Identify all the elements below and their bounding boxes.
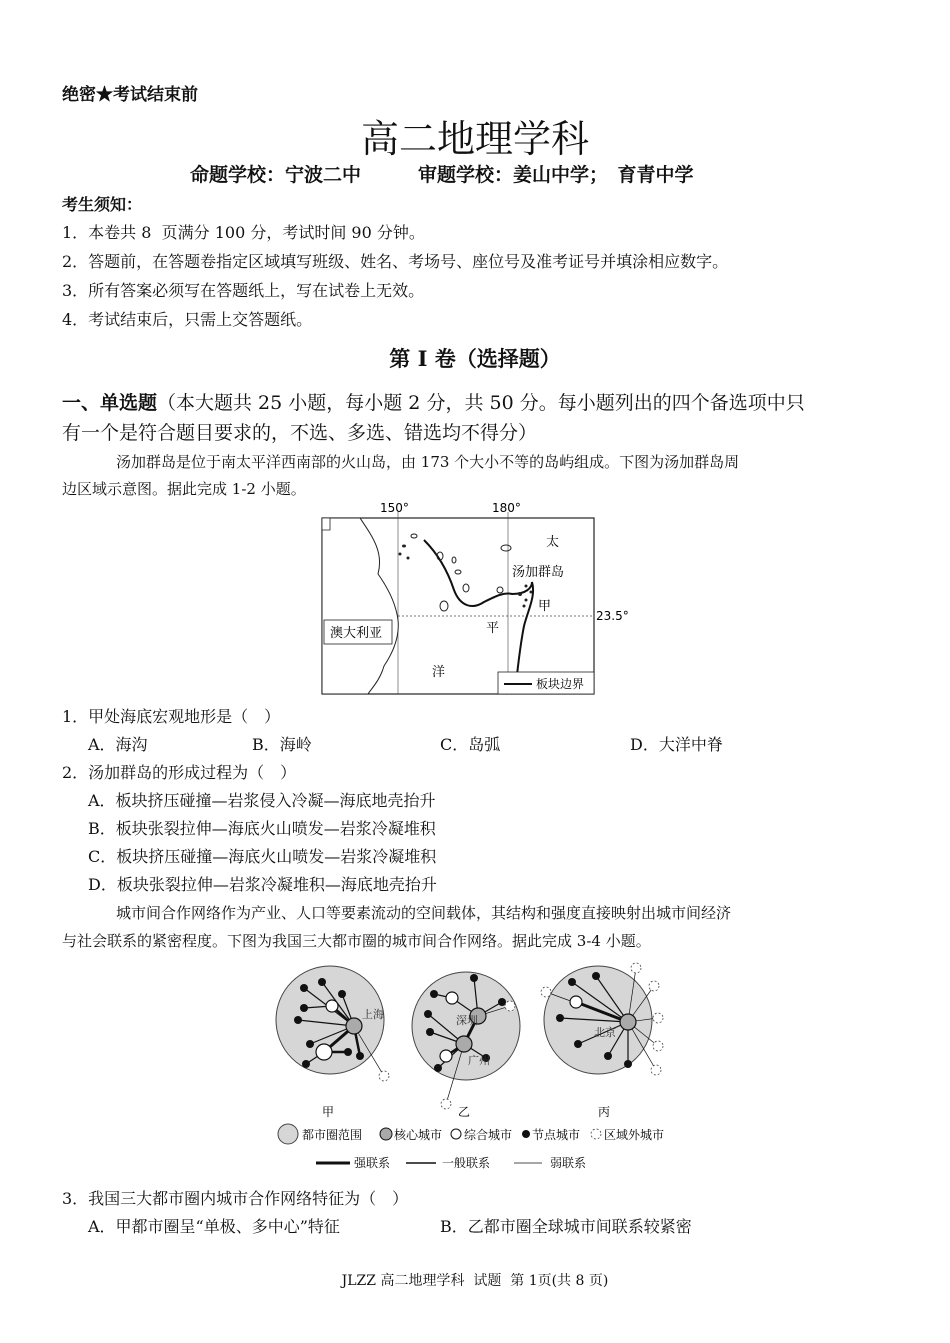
longitude-180-label: 180° — [492, 501, 521, 515]
tonga-islands-label: 汤加群岛 — [512, 565, 565, 580]
legend-node-swatch — [522, 1130, 530, 1138]
part-intro — [62, 388, 805, 415]
q3-option-a: A．甲都市圈呈“单极、多中心”特征 — [88, 1217, 340, 1236]
q2-option-d: D．板块张裂拉伸—岩浆冷凝堆积—海底地壳抬升 — [88, 875, 437, 894]
legend-outside-swatch — [591, 1129, 601, 1139]
island-icon — [525, 585, 528, 588]
metro-network-figure — [270, 958, 690, 1178]
ocean-label-ping: 平 — [486, 621, 500, 636]
city-label-beijing: 北京 — [594, 1026, 616, 1039]
ocean-label-yang: 洋 — [432, 665, 446, 680]
tonga-map-figure — [300, 496, 645, 698]
island-icon — [440, 601, 448, 611]
q1-option-b: B．海岭 — [252, 735, 312, 754]
notice-item: 2．答题前，在答题卷指定区域填写班级、姓名、考场号、座位号及准考证号并填涂相应数字。 — [62, 252, 729, 271]
question-2-stem: 2．汤加群岛的形成过程为（ ） — [62, 763, 297, 782]
island-icon — [402, 545, 406, 548]
island-icon — [518, 592, 522, 596]
q2-option-c: C．板块挤压碰撞—海底火山喷发—岩浆冷凝堆积 — [88, 847, 437, 866]
legend-metro-swatch — [278, 1124, 298, 1144]
island-icon — [452, 557, 456, 563]
new-guinea-shape — [322, 518, 330, 530]
legend-weak-label: 弱联系 — [550, 1156, 587, 1170]
school-info: 命题学校：宁波二中 审题学校：姜山中学； 育青中学 — [190, 164, 694, 186]
legend-comp-label: 综合城市 — [464, 1128, 513, 1142]
plate-boundary-line — [424, 540, 533, 684]
part-label: 一、单选题 — [62, 392, 158, 414]
city-label-guangzhou: 广州 — [468, 1054, 490, 1067]
passage-text: 边区域示意图。据此完成 1-2 小题。 — [62, 480, 306, 498]
island-icon — [497, 587, 503, 593]
subfigure-label-c: 丙 — [598, 1105, 611, 1119]
part-description-cont: 有一个是符合题目要求的，不选、多选、错选均不得分） — [62, 422, 538, 444]
section-title: 第 I 卷（选择题） — [389, 346, 561, 371]
plate-boundary-legend-label: 板块边界 — [536, 677, 585, 691]
longitude-150-label: 150° — [380, 501, 409, 515]
passage-text: 城市间合作网络作为产业、人口等要素流动的空间载体，其结构和强度直接映射出城市间经济 — [116, 904, 732, 922]
city-label-shanghai: 上海 — [362, 1008, 384, 1021]
tropic-label: 23.5° — [596, 609, 629, 623]
legend-core-swatch — [380, 1128, 392, 1140]
notice-item: 4．考试结束后，只需上交答题纸。 — [62, 310, 313, 329]
city-label-shenzhen: 深圳 — [456, 1014, 478, 1027]
page-title: 高二地理学科 — [360, 117, 589, 161]
q1-option-a: A．海沟 — [88, 735, 148, 754]
legend-strong-label: 强联系 — [354, 1156, 391, 1170]
legend-outside-label: 区域外城市 — [604, 1128, 665, 1142]
notice-item: 3．所有答案必须写在答题纸上，写在试卷上无效。 — [62, 281, 425, 300]
point-jia-label: 甲 — [538, 599, 552, 614]
question-1-stem: 1．甲处海底宏观地形是（ ） — [62, 707, 281, 726]
metro-circle-a — [276, 966, 389, 1081]
q2-option-a: A．板块挤压碰撞—岩浆侵入冷凝—海底地壳抬升 — [88, 791, 436, 810]
question-3-stem: 3．我国三大都市圈内城市合作网络特征为（ ） — [62, 1189, 409, 1208]
legend-comp-swatch — [451, 1129, 461, 1139]
q2-option-b: B．板块张裂拉伸—海底火山喷发—岩浆冷凝堆积 — [88, 819, 436, 838]
legend-general-label: 一般联系 — [442, 1156, 491, 1170]
subfigure-label-a: 甲 — [322, 1105, 335, 1119]
island-icon — [501, 545, 511, 551]
island-icon — [407, 557, 410, 560]
q3-option-b: B．乙都市圈全球城市间联系较紧密 — [440, 1217, 692, 1236]
page-footer: JLZZ 高二地理学科 试题 第 1页(共 8 页) — [341, 1273, 609, 1289]
island-icon — [399, 553, 402, 556]
legend-metro-label: 都市圈范围 — [302, 1128, 363, 1142]
notice-heading: 考生须知： — [62, 195, 143, 214]
island-icon — [530, 591, 533, 594]
australia-label: 澳大利亚 — [330, 626, 383, 641]
passage-text: 汤加群岛是位于南太平洋西南部的火山岛，由 173 个大小不等的岛屿组成。下图为汤加群岛周 — [116, 453, 740, 471]
metro-circle-c — [541, 963, 663, 1075]
island-icon — [523, 605, 526, 608]
ocean-label-tai: 太 — [546, 535, 560, 550]
island-icon — [463, 584, 469, 592]
island-icon — [411, 534, 417, 538]
confidential-mark: 绝密★考试结束前 — [62, 85, 198, 105]
australia-coastline — [322, 518, 398, 694]
island-icon — [455, 570, 461, 574]
legend-node-label: 节点城市 — [532, 1128, 581, 1142]
q1-option-c: C．岛弧 — [440, 735, 501, 754]
part-description: （本大题共 25 小题，每小题 2 分，共 50 分。每小题列出的四个备选项中只 — [157, 392, 805, 414]
notice-item: 1．本卷共 8 页满分 100 分，考试时间 90 分钟。 — [62, 223, 425, 242]
q1-option-d: D．大洋中脊 — [630, 735, 723, 754]
passage-text: 与社会联系的紧密程度。下图为我国三大都市圈的城市间合作网络。据此完成 3-4 小题。 — [62, 932, 651, 950]
island-icon — [525, 599, 528, 602]
legend-core-label: 核心城市 — [394, 1128, 443, 1142]
metro-circle-b — [412, 972, 520, 1109]
subfigure-label-b: 乙 — [458, 1105, 471, 1119]
